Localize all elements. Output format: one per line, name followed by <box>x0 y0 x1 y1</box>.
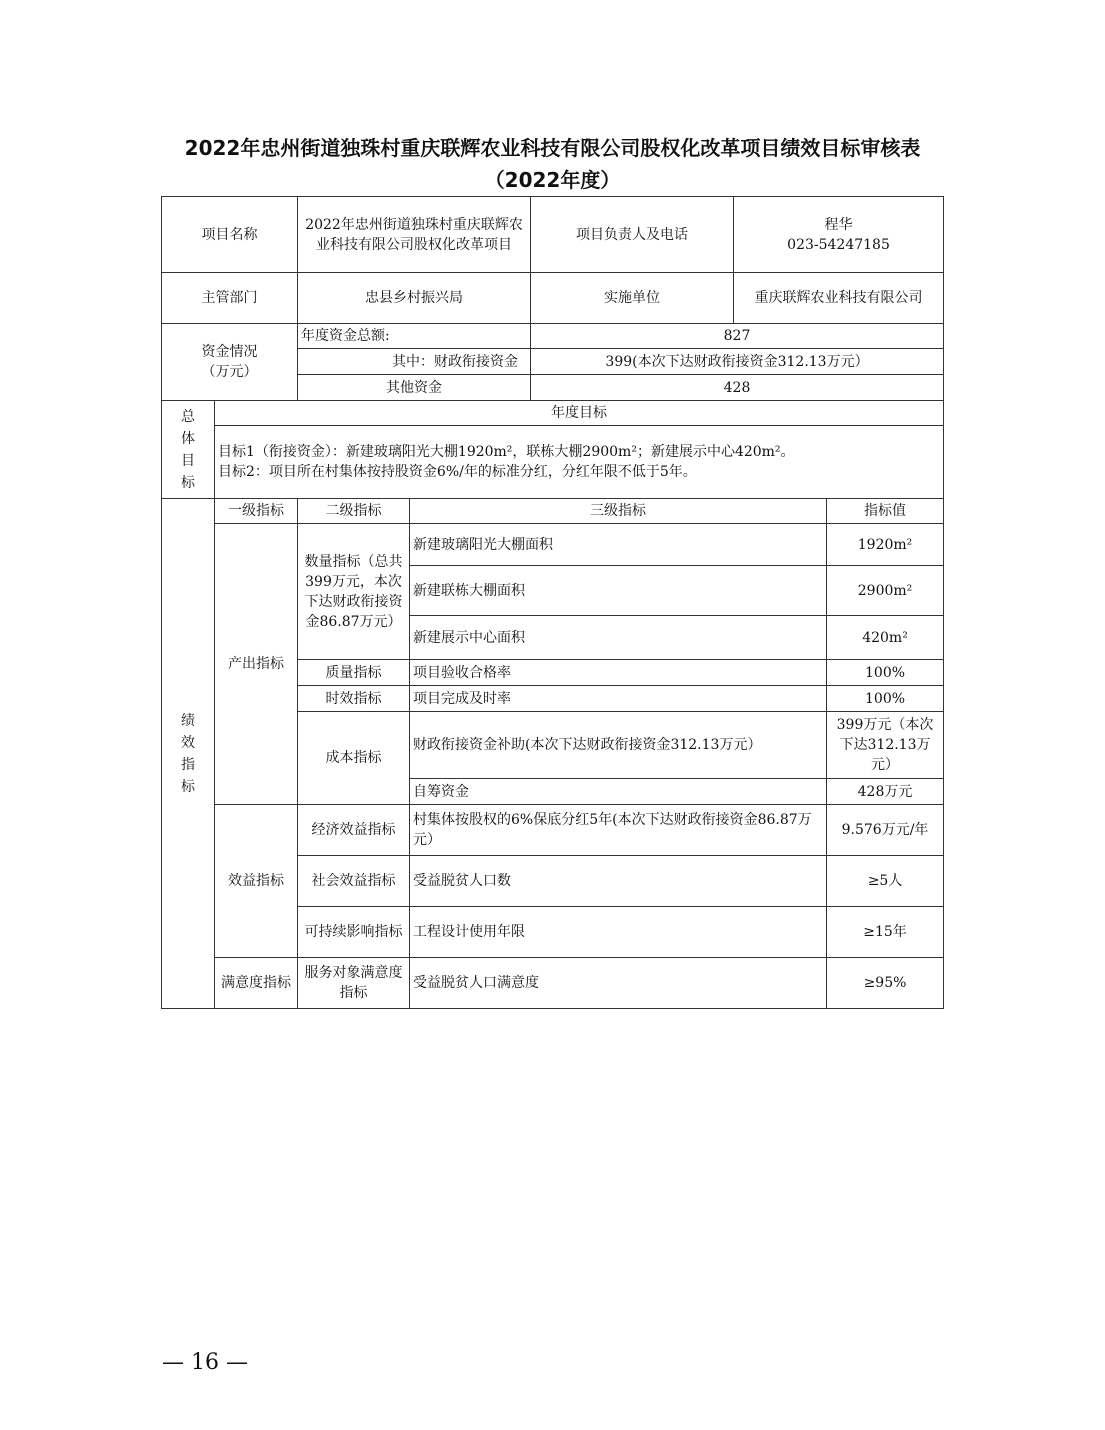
overall-char: 标 <box>181 474 195 491</box>
indicator-value: 9.576万元/年 <box>827 805 944 856</box>
overall-char: 目 <box>181 452 195 469</box>
overall-goal-row <box>162 426 944 499</box>
leader-name: 程华 <box>824 216 853 233</box>
table-row <box>162 958 944 1009</box>
indicator-value: 428万元 <box>827 779 944 805</box>
indicator-name: 新建玻璃阳光大棚面积 <box>410 524 827 566</box>
leader-phone: 023-54247185 <box>787 236 890 253</box>
performance-char: 效 <box>181 734 195 751</box>
indicator-value: 2900m² <box>827 566 944 616</box>
performance-char: 指 <box>181 756 195 773</box>
performance-target-table <box>161 196 944 1009</box>
performance-char: 绩 <box>181 712 195 729</box>
document-title: 2022年忠州街道独珠村重庆联辉农业科技有限公司股权化改革项目绩效目标审核表 <box>184 136 921 160</box>
department-row <box>162 273 944 324</box>
project-leader-label: 项目负责人及电话 <box>531 197 734 273</box>
project-name-row <box>162 197 944 273</box>
funds-total-label: 年度资金总额: <box>298 324 531 349</box>
performance-label <box>162 499 215 1009</box>
funds-total-row <box>162 324 944 349</box>
sustain-indicator-label: 可持续影响指标 <box>298 907 410 958</box>
overall-char: 总 <box>181 408 195 425</box>
project-leader-value <box>734 197 944 273</box>
funds-total-value: 827 <box>531 324 944 349</box>
indicator-name: 新建联栋大棚面积 <box>410 566 827 616</box>
indicator-name: 项目完成及时率 <box>410 686 827 712</box>
indicator-name: 项目验收合格率 <box>410 660 827 686</box>
timeliness-indicator-label: 时效指标 <box>298 686 410 712</box>
quantity-indicator-label: 数量指标（总共399万元，本次下达财政衔接资金86.87万元） <box>298 524 410 660</box>
performance-char: 标 <box>181 778 195 795</box>
performance-header-row <box>162 499 944 524</box>
indicator-name: 新建展示中心面积 <box>410 616 827 660</box>
col-level1-header: 一级指标 <box>215 499 298 524</box>
document-subtitle: （2022年度） <box>484 168 621 192</box>
funds-other-value: 428 <box>531 375 944 401</box>
annual-goal-content <box>215 426 944 499</box>
indicator-name: 自筹资金 <box>410 779 827 805</box>
indicator-value: 100% <box>827 686 944 712</box>
overall-goal-header-row <box>162 401 944 426</box>
benefit-indicator-label: 效益指标 <box>215 805 298 958</box>
project-name-label: 项目名称 <box>162 197 298 273</box>
page-number: — 16 — <box>162 1350 248 1375</box>
goal-2: 目标2：项目所在村集体按持股资金6%/年的标准分红，分红年限不低于5年。 <box>218 464 697 480</box>
indicator-value: 100% <box>827 660 944 686</box>
cost-indicator-label: 成本指标 <box>298 712 410 805</box>
overall-char: 体 <box>181 430 195 447</box>
funds-fiscal-label: 其中：财政衔接资金 <box>298 349 531 375</box>
table-row <box>162 524 944 566</box>
indicator-value: ≥15年 <box>827 907 944 958</box>
funds-other-label: 其他资金 <box>298 375 531 401</box>
indicator-value: ≥95% <box>827 958 944 1009</box>
col-level2-header: 二级指标 <box>298 499 410 524</box>
project-name-value: 2022年忠州街道独珠村重庆联辉农业科技有限公司股权化改革项目 <box>298 197 531 273</box>
annual-goal-header: 年度目标 <box>215 401 944 426</box>
indicator-name: 受益脱贫人口数 <box>410 856 827 907</box>
funds-label-line1: 资金情况 <box>201 344 258 360</box>
indicator-name: 财政衔接资金补助(本次下达财政衔接资金312.13万元） <box>410 712 827 779</box>
quality-indicator-label: 质量指标 <box>298 660 410 686</box>
economic-indicator-label: 经济效益指标 <box>298 805 410 856</box>
dept-label: 主管部门 <box>162 273 298 324</box>
output-indicator-label: 产出指标 <box>215 524 298 805</box>
service-indicator-label: 服务对象满意度指标 <box>298 958 410 1009</box>
impl-value: 重庆联辉农业科技有限公司 <box>734 273 944 324</box>
satisfaction-indicator-label: 满意度指标 <box>215 958 298 1009</box>
indicator-value: 399万元（本次下达312.13万元） <box>827 712 944 779</box>
col-value-header: 指标值 <box>827 499 944 524</box>
indicator-value: 420m² <box>827 616 944 660</box>
indicator-value: ≥5人 <box>827 856 944 907</box>
funds-fiscal-value: 399(本次下达财政衔接资金312.13万元） <box>531 349 944 375</box>
indicator-value: 1920m² <box>827 524 944 566</box>
dept-value: 忠县乡村振兴局 <box>298 273 531 324</box>
goal-1: 目标1（衔接资金）：新建玻璃阳光大棚1920m²，联栋大棚2900m²；新建展示中心420m²。 <box>218 444 795 460</box>
indicator-name: 受益脱贫人口满意度 <box>410 958 827 1009</box>
impl-label: 实施单位 <box>531 273 734 324</box>
overall-goal-label <box>162 401 215 499</box>
social-indicator-label: 社会效益指标 <box>298 856 410 907</box>
funds-label-line2: （万元） <box>201 364 258 380</box>
col-level3-header: 三级指标 <box>410 499 827 524</box>
funds-label <box>162 324 298 401</box>
indicator-name: 村集体按股权的6%保底分红5年(本次下达财政衔接资金86.87万元） <box>410 805 827 856</box>
table-row <box>162 805 944 856</box>
indicator-name: 工程设计使用年限 <box>410 907 827 958</box>
